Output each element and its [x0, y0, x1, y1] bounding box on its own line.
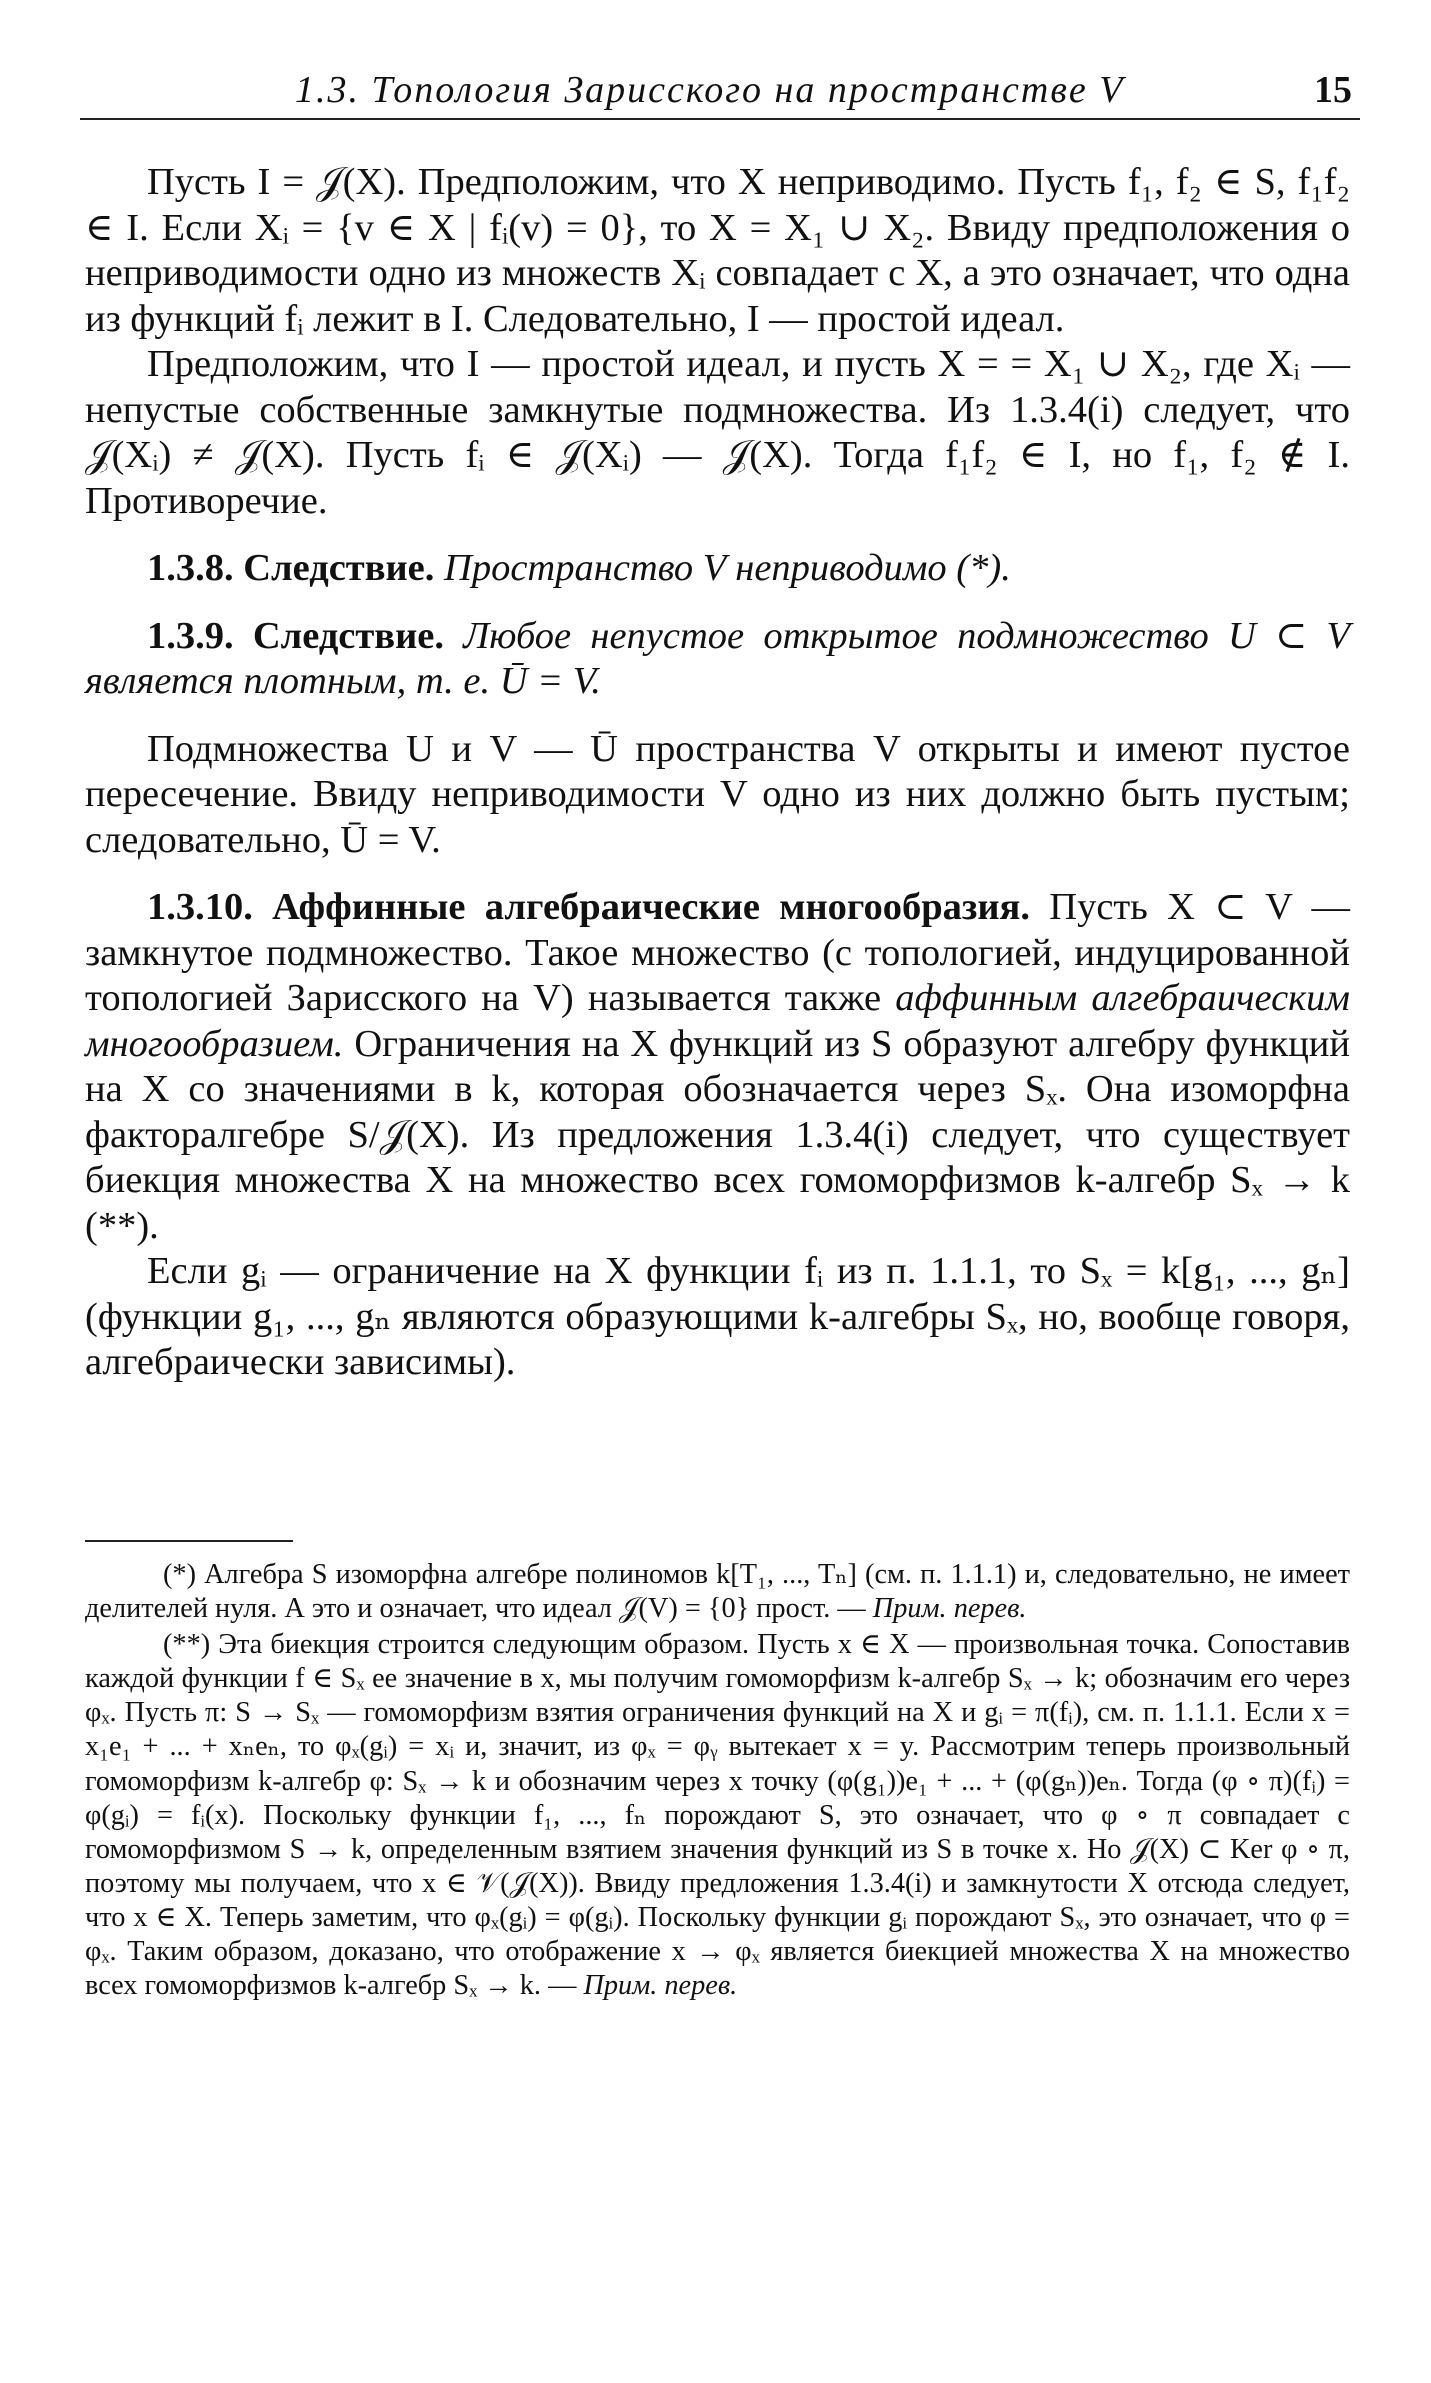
footnote-1: [85, 1558, 1350, 1626]
section-1-3-10-heading: 1.3.10. Аффинные алгебраические многообразия.: [147, 886, 1030, 928]
footnote-1-text: (*) Алгебра S изоморфна алгебре полиномов k[T₁, ..., Tₙ] (см. п. 1.1.1) и, следовательно, не имеет делителей нуля. А это и означает, что идеал 𝒥(V) = {0} прост. —: [85, 1559, 1350, 1625]
paragraph-generators: Если gᵢ — ограничение на X функции fᵢ из п. 1.1.1, то Sₓ = k[g₁, ..., gₙ] (функции g₁, ..., gₙ являются образующими k-алгебры Sₓ, но, вообще говоря, алгебраически зависимы).: [85, 1250, 1350, 1383]
corollary-1-3-8: [85, 546, 1350, 592]
footnote-divider: [85, 1540, 293, 1542]
section-1-3-10: [85, 885, 1350, 1249]
footnote-2-text: (**) Эта биекция строится следующим образом. Пусть x ∈ X — произвольная точка. Сопоставив каждой функции f ∈ Sₓ ее значение в x, мы получим гомоморфизм k-алгебр Sₓ → k; обозначим его через φₓ. Пусть π: S → Sₓ — гомоморфизм взятия ограничения функций на X и gᵢ = π(fᵢ), см. п. 1.1.1. Если x = x₁e₁ + ... + xₙeₙ, то φₓ(gᵢ) = xᵢ и, значит, из φₓ = φᵧ вытекает x = y. Рассмотрим теперь произвольный гомоморфизм k-алгебр φ: Sₓ → k и обозначим через x точку (φ(g₁))e₁ + ... + (φ(gₙ))eₙ. Тогда (φ ∘ π)(fᵢ) = φ(gᵢ) = fᵢ(x). Поскольку функции f₁, ..., fₙ порождают S, это означает, что φ ∘ π совпадает с гомоморфизмом S → k, определенным взятием значения функций из S в точке x. Но 𝒥(X) ⊂ Ker φ ∘ π, поэтому мы получаем, что x ∈ 𝒱(𝒥(X)). Ввиду предложения 1.3.4(i) и замкнутости X отсюда следует, что x ∈ X. Теперь заметим, что φₓ(gᵢ) = φ(gᵢ). Поскольку функции gᵢ порождают Sₓ, это означает, что φ = φₓ. Таким образом, доказано, что отображение x → φₓ является биекцией множества X на множество всех гомоморфизмов k-алгебр Sₓ → k. —: [85, 1629, 1350, 2002]
corollary-1-3-9-statement: Любое непустое открытое подмножество U ⊂ V является плотным, т. е. Ū = V.: [85, 614, 1350, 702]
corollary-1-3-9: [85, 614, 1350, 705]
footnote-2-note: Прим. перев.: [583, 1970, 738, 2002]
corollary-1-3-8-heading: 1.3.8. Следствие.: [147, 547, 435, 589]
footnote-2: [85, 1628, 1350, 2003]
paragraph-proof-irreducible: Пусть I = 𝒥(X). Предположим, что X неприводимо. Пусть f₁, f₂ ∈ S, f₁f₂ ∈ I. Если Xᵢ = {v ∈ X | fᵢ(v) = 0}, то X = X₁ ∪ X₂. Ввиду предположения о неприводимости одно из множеств Xᵢ совпадает с X, а это означает, что одна из функций fᵢ лежит в I. Следовательно, I — простой идеал.: [85, 161, 1350, 340]
running-title: 1.3. Топология Зарисского на пространстве V: [295, 69, 1125, 111]
footnotes: [85, 1558, 1350, 2003]
paragraph-proof-dense: Подмножества U и V — Ū пространства V открыты и имеют пустое пересечение. Ввиду неприводимости V одно из них должно быть пустым; следовательно, Ū = V.: [85, 727, 1350, 861]
page-number: 15: [1314, 69, 1352, 111]
main-text: [85, 160, 1350, 1386]
section-1-3-10-text-a: Пусть X ⊂ V — замкнутое подмножество. Такое множество (с топологией, индуцированной топологией Зарисского на V) называется также: [85, 886, 1351, 1019]
section-1-3-10-text-b: Ограничения на X функций из S образуют алгебру функций на X со значениями в k, которая обозначается через Sₓ. Она изоморфна факторалгебре S/𝒥(X). Из предложения 1.3.4(i) следует, что существует биекция множества X на множество всех гомоморфизмов k-алгебр Sₓ → k (**).: [85, 1022, 1351, 1247]
paragraph-proof-prime-ideal: Предположим, что I — простой идеал, и пусть X = = X₁ ∪ X₂, где Xᵢ — непустые собственные замкнутые подмножества. Из 1.3.4(i) следует, что 𝒥(Xᵢ) ≠ 𝒥(X). Пусть fᵢ ∈ 𝒥(Xᵢ) — 𝒥(X). Тогда f₁f₂ ∈ I, но f₁, f₂ ∉ I. Противоречие.: [85, 343, 1350, 522]
section-1-3-10-term: аффинным алгебраическим многообразием.: [85, 977, 1351, 1065]
corollary-1-3-8-statement: Пространство V неприводимо (*).: [444, 547, 1011, 589]
page-header: [80, 58, 1360, 120]
corollary-1-3-9-heading: 1.3.9. Следствие.: [147, 614, 444, 657]
footnote-1-note: Прим. перев.: [872, 1593, 1027, 1625]
